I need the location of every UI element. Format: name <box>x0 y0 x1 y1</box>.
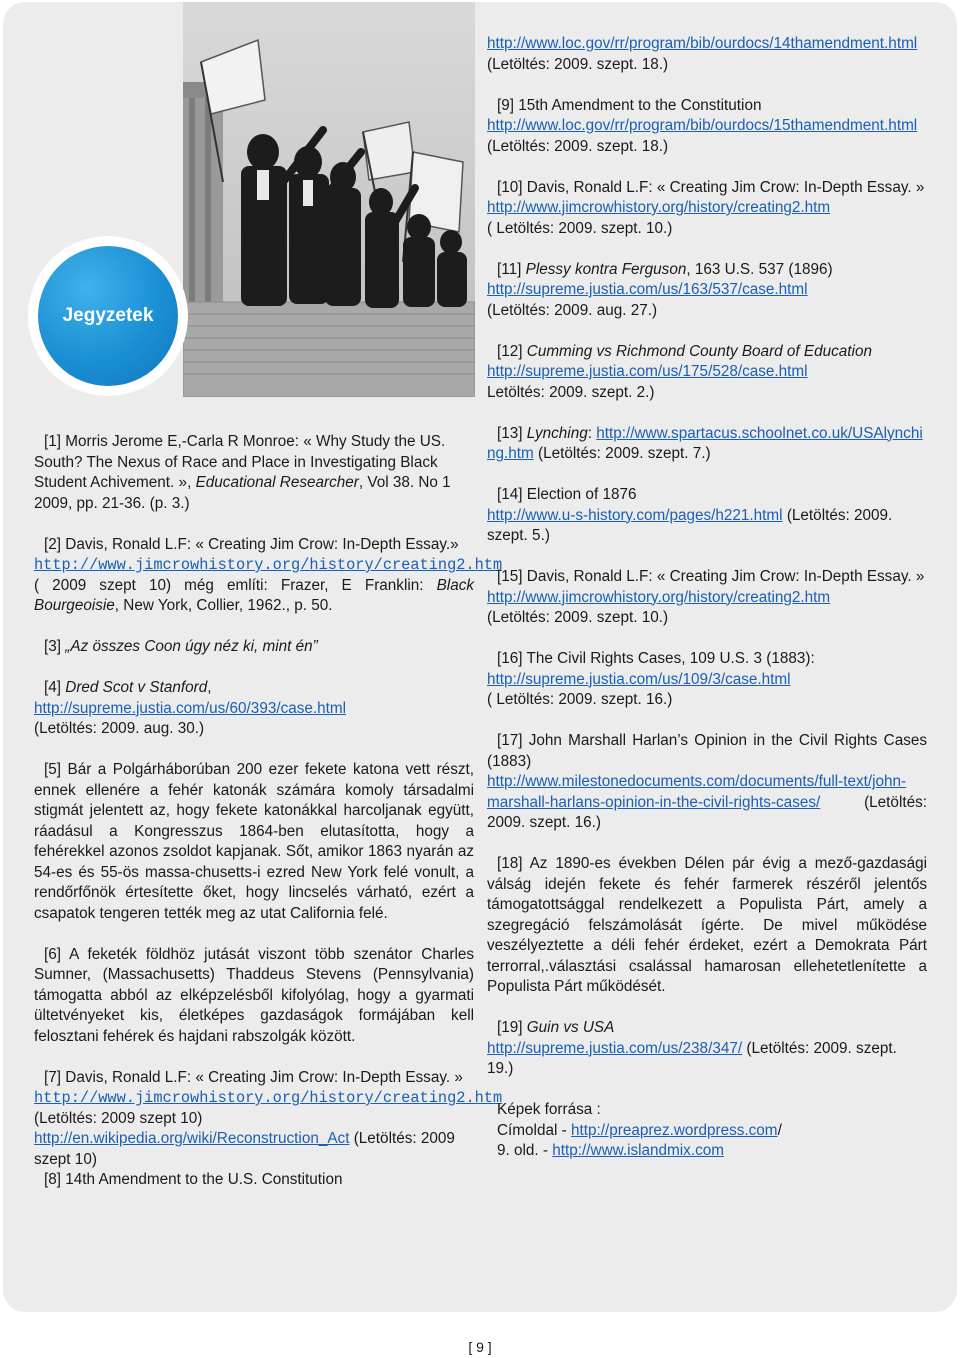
note-italic: Cumming vs Richmond County Board of Education <box>526 342 872 360</box>
note-text: (Letöltés: 2009. szept. 16.) <box>487 793 927 831</box>
note-italic: Educational Researcher <box>195 474 359 491</box>
section-title: Jegyzetek <box>62 305 154 326</box>
note-text: (Letöltés: 2009 szept 10) <box>34 1130 455 1168</box>
note-link[interactable]: http://supreme.justia.com/us/60/393/case.html <box>34 699 347 717</box>
note-link[interactable]: http://www.spartacus.schoolnet.co.uk/USAlynching.htm <box>487 424 923 462</box>
note-number: [10] <box>497 178 523 196</box>
note-number: [14] <box>497 486 523 503</box>
note-text: Davis, Ronald L.F: « Creating Jim Crow: In-Depth Essay.» <box>65 535 459 553</box>
note-4 <box>34 678 474 740</box>
note-link[interactable]: http://www.jimcrowhistory.org/history/creating2.htm <box>487 588 831 606</box>
image-source-link[interactable]: http://preaprez.wordpress.com <box>570 1121 778 1139</box>
note-number: [5] <box>44 761 62 778</box>
section-badge <box>38 246 178 386</box>
note-text: A feketék földhöz jutását viszont több szenátor Charles Sumner, (Massachusetts) Thaddeus Stevens (Pennsylvania) támogatta abból az elképzelésből kifolyólag, hogy a gyarmati ültetvényeket kis, életképes gazdaságok formájában kell felosztani fehérek és hajdani rabszolgák között. <box>34 945 474 1045</box>
image-sources <box>487 1100 927 1162</box>
note-text: Az 1890-es években Délen pár évig a mező-gazdasági válság idején fekete és fehér farmerek részéről jelentős támogatottsággal rendelkezett a Populista Párt, amely a szegregáció felszámolását ígérte. De mivel működése veszélyeztette a déli fehér érdeket, ezért a Demokrata Párt terrorral,.választási csalással hamarosan ellehetetlenítette a Populista Párt működését. <box>487 855 927 995</box>
note-number: [15] <box>497 568 523 585</box>
note-number: [13] <box>497 424 523 442</box>
note-number: [7] <box>44 1068 62 1086</box>
note-text: (Letöltés: 2009. szept. 18.) <box>487 55 669 73</box>
page-number: [ 9 ] <box>468 1339 492 1355</box>
note-text: , Vol 38. No 1 2009, pp. 21-36. (p. 3.) <box>34 474 451 512</box>
note-text: Election of 1876 <box>526 486 637 503</box>
note-number: [2] <box>44 535 62 553</box>
note-text: 14th Amendment to the U.S. Constitution <box>65 1171 343 1188</box>
notes-left-column <box>34 432 503 1211</box>
image-source-label: Címoldal - <box>497 1121 571 1139</box>
note-link[interactable]: http://en.wikipedia.org/wiki/Reconstruction_Act <box>34 1130 350 1147</box>
note-italic: Guin vs USA <box>526 1019 615 1036</box>
image-sources-heading: Képek forrása : <box>497 1101 601 1118</box>
note-text: , <box>207 679 212 696</box>
note-11 <box>487 260 927 322</box>
notes-right-column <box>487 34 927 1182</box>
note-italic: Plessy kontra Ferguson <box>525 260 687 278</box>
note-text: ( Letöltés: 2009. szept. 16.) <box>487 691 673 708</box>
note-text: (Letöltés: 2009 szept 10) <box>34 1109 203 1127</box>
image-source-label: 9. old. - <box>497 1142 553 1159</box>
note-12 <box>487 342 927 404</box>
note-text: Davis, Ronald L.F: « Creating Jim Crow: In-Depth Essay. » <box>526 178 925 196</box>
protest-photo-image <box>183 2 475 397</box>
note-number: [17] <box>497 732 523 749</box>
note-number: [3] <box>44 638 62 655</box>
note-7 <box>34 1068 503 1171</box>
note-text: (Letöltés: 2009. szept. 7.) <box>533 445 711 462</box>
note-number: [8] <box>44 1171 62 1188</box>
note-text: (Letöltés: 2009. szept. 19.) <box>487 1039 897 1077</box>
note-number: [19] <box>497 1019 523 1036</box>
note-italic: „Az összes Coon úgy néz ki, mint én” <box>65 638 318 655</box>
note-text: ( Letöltés: 2009. szept. 10.) <box>487 219 673 237</box>
note-link[interactable]: http://supreme.justia.com/us/238/347/ <box>487 1039 743 1057</box>
note-text: Davis, Ronald L.F: « Creating Jim Crow: In-Depth Essay. » <box>526 568 925 585</box>
note-2 <box>34 535 503 617</box>
note-link[interactable]: http://www.jimcrowhistory.org/history/creating2.htm <box>34 556 503 574</box>
note-text: Bár a Polgárháborúban 200 ezer fekete katona vett részt, ennek ellenére a fehér katonák számára komoly társadalmi stigmát jelentett az, hogy fekete katonákkal harcoljanak együtt, ráadásul a Kongresszus 1864-ben elutasította, hogy a fehérekkel azonos zsoldot kapjanak. Sőt, amikor 1863 nyarán az 54-es és 55-ös massa-chusetts-i ezred New York felé vonult, a rendőrfőnök értesítette őket, hogy lincselés várható, ezért a csapatok tengeren tették meg az utat California felé. <box>34 761 474 922</box>
note-9 <box>487 96 927 158</box>
note-text: 15th Amendment to the Constitution <box>518 96 762 114</box>
note-link[interactable]: http://supreme.justia.com/us/163/537/case.html <box>487 281 808 298</box>
note-number: [4] <box>44 679 62 696</box>
note-text: (Letöltés: 2009. aug. 27.) <box>487 301 658 319</box>
note-italic: Black Bourgeoisie <box>34 576 474 614</box>
note-link[interactable]: http://www.loc.gov/rr/program/bib/ourdocs/15thamendment.html <box>487 117 918 134</box>
note-5 <box>34 760 474 924</box>
note-text: (Letöltés: 2009. aug. 30.) <box>34 720 205 737</box>
note-19 <box>487 1018 927 1080</box>
note-italic: Lynching <box>526 424 588 442</box>
note-number: [12] <box>497 342 523 360</box>
note-8 <box>34 1170 474 1191</box>
note-3 <box>34 637 474 658</box>
note-number: [11] <box>497 260 522 278</box>
protest-photo <box>183 2 475 397</box>
note-text: , 163 U.S. 537 (1896) <box>686 260 833 278</box>
note-text: Davis, Ronald L.F: « Creating Jim Crow: In-Depth Essay. » <box>65 1068 463 1086</box>
note-link[interactable]: http://supreme.justia.com/us/175/528/case.html <box>487 363 808 380</box>
note-14 <box>487 485 927 547</box>
note-text: (Letöltés: 2009. szept. 10.) <box>487 609 669 626</box>
note-6 <box>34 945 474 1048</box>
image-source-link[interactable]: http://www.islandmix.com <box>552 1142 724 1159</box>
note-10 <box>487 178 927 240</box>
note-13 <box>487 424 927 465</box>
note-italic: Dred Scot v Stanford <box>65 679 208 696</box>
note-text: (Letöltés: 2009. szept. 18.) <box>487 137 669 155</box>
note-text: John Marshall Harlan’s Opinion in the Civil Rights Cases (1883) <box>487 732 928 770</box>
note-link[interactable]: http://www.loc.gov/rr/program/bib/ourdocs/14thamendment.html <box>487 35 918 52</box>
note-number: [9] <box>497 96 515 114</box>
note-text: Morris Jerome E,-Carla R Monroe: « Why Study the US. South? The Nexus of Race and Place in Investigating Black Student Achivement. », <box>34 433 446 491</box>
note-number: [6] <box>44 945 62 963</box>
note-text: Letöltés: 2009. szept. 2.) <box>487 383 655 401</box>
note-8-continued <box>487 34 927 75</box>
note-text: The Civil Rights Cases, 109 U.S. 3 (1883): <box>526 650 815 667</box>
note-18 <box>487 854 927 998</box>
note-number: [16] <box>497 650 523 667</box>
note-link[interactable]: http://www.jimcrowhistory.org/history/creating2.htm <box>34 1089 503 1107</box>
note-link[interactable]: http://www.jimcrowhistory.org/history/creating2.htm <box>487 199 831 216</box>
note-text: : <box>587 424 592 442</box>
note-number: [1] <box>44 433 62 450</box>
note-16 <box>487 649 927 711</box>
note-text: (Letöltés: 2009. szept. 5.) <box>487 506 893 544</box>
note-15 <box>487 567 927 629</box>
note-number: [18] <box>497 855 523 872</box>
note-1 <box>34 432 474 514</box>
note-17 <box>487 731 927 834</box>
note-link[interactable]: http://supreme.justia.com/us/109/3/case.html <box>487 670 791 688</box>
note-text: , New York, Collier, 1962., p. 50. <box>114 597 333 614</box>
note-text: ( 2009 szept 10) még említi: Frazer, E Franklin: <box>34 576 437 594</box>
note-link[interactable]: http://www.milestonedocuments.com/documents/full-text/john-marshall-harlans-opinion-in-the-civil-rights-cases/ <box>487 773 907 811</box>
image-source-text: / <box>777 1121 782 1139</box>
note-link[interactable]: http://www.u-s-history.com/pages/h221.html <box>487 506 783 524</box>
